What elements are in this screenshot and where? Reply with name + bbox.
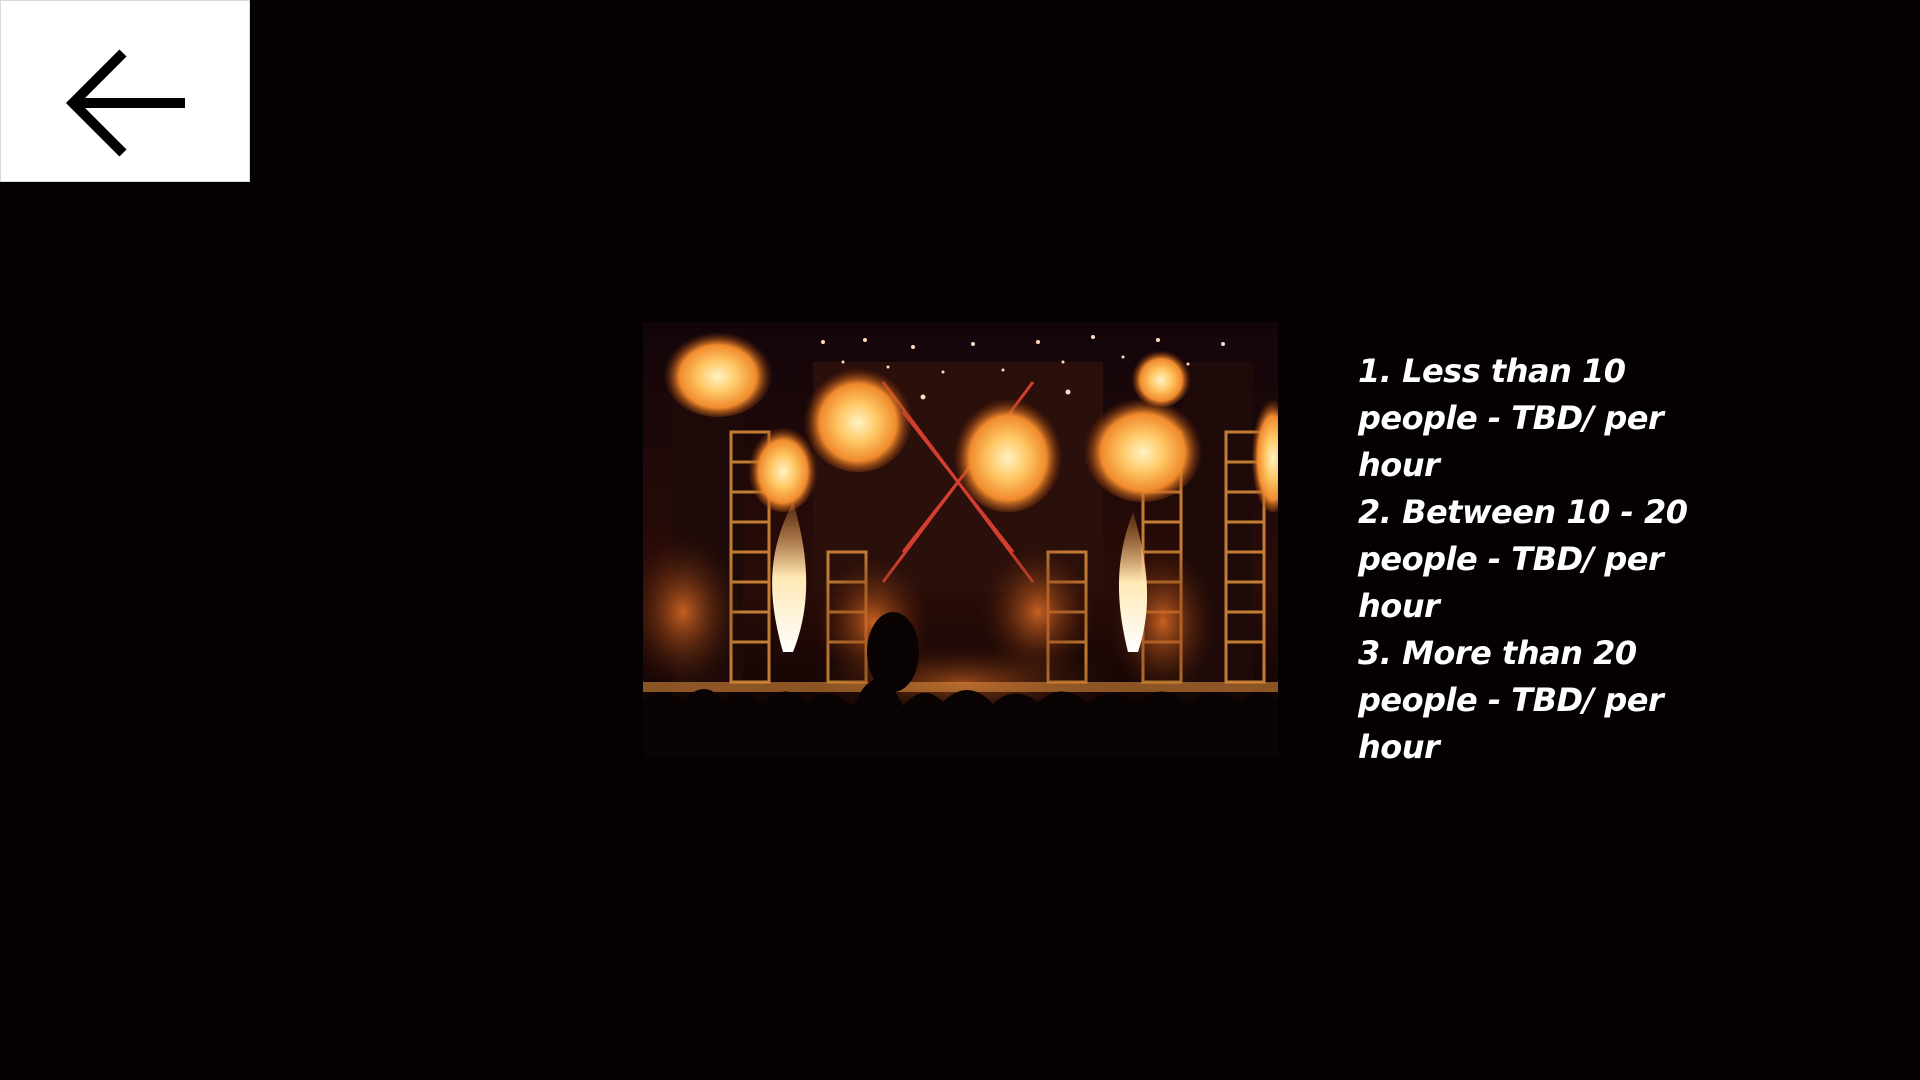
back-button[interactable] (0, 0, 250, 182)
arrow-left-icon (45, 11, 205, 171)
pricing-item-small-group: 1. Less than 10 people - TBD/ per hour (1358, 352, 1664, 484)
pricing-item-large-group: 3. More than 20 people - TBD/ per hour (1358, 634, 1664, 766)
stage-photo (643, 322, 1278, 757)
pricing-list (1358, 348, 1738, 771)
pricing-item-medium-group: 2. Between 10 - 20 people - TBD/ per hour (1358, 493, 1688, 625)
